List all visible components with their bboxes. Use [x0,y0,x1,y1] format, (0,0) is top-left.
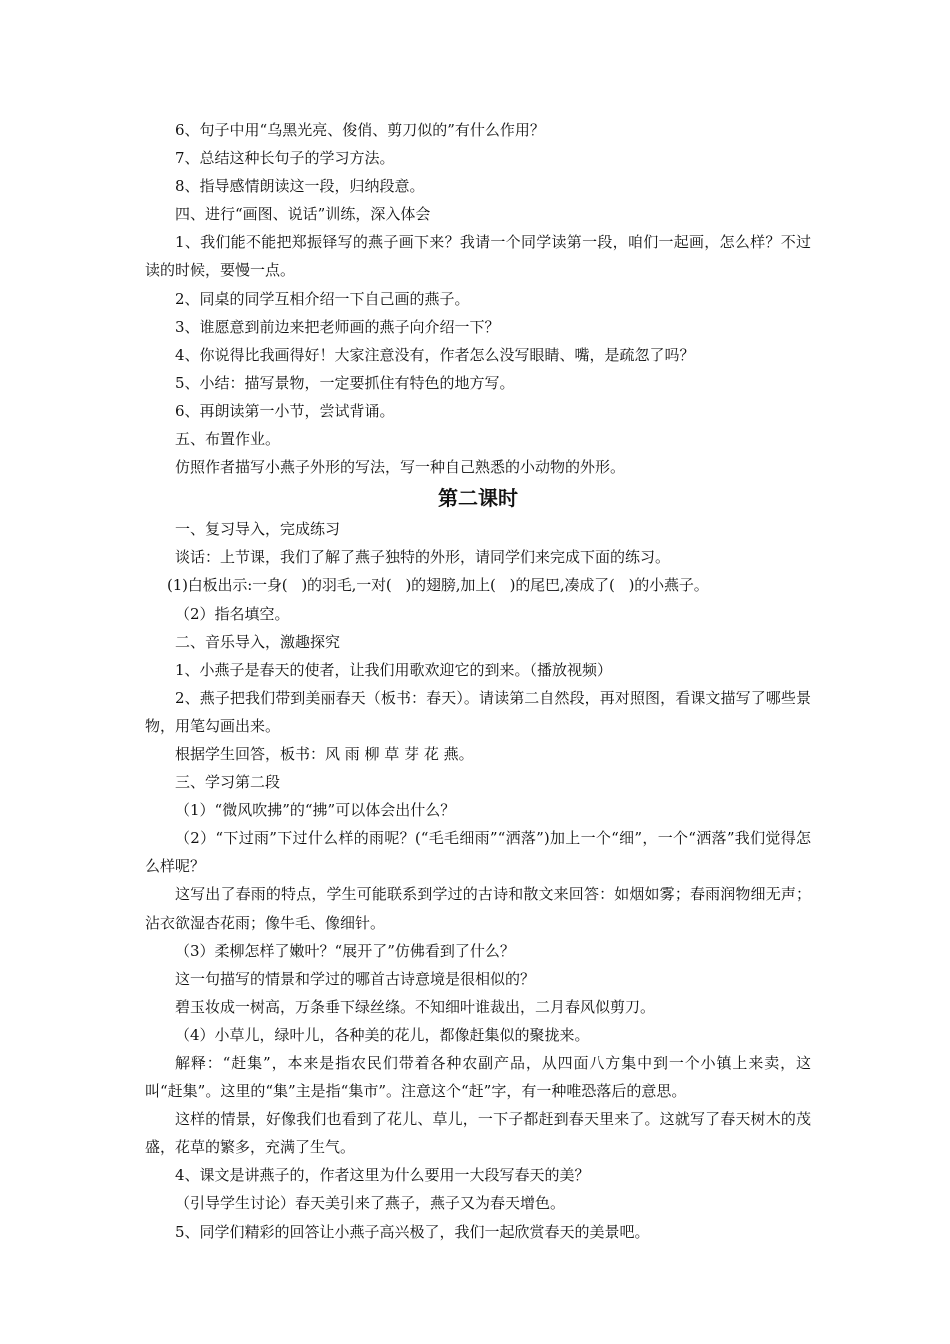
paragraph: 7、总结这种长句子的学习方法。 [175,149,395,168]
paragraph: 8、指导感情朗读这一段，归纳段意。 [175,177,425,196]
paragraph: 1、小燕子是春天的使者，让我们用歌欢迎它的到来。（播放视频） [175,660,613,679]
paragraph: 6、再朗读第一小节，尝试背诵。 [175,401,395,420]
paragraph: 5、同学们精彩的回答让小燕子高兴极了，我们一起欣赏春天的美景吧。 [175,1222,650,1241]
paragraph: 这写出了春雨的特点，学生可能联系到学过的古诗和散文来回答：如烟如雾；春雨润物细无声；沾衣欲湿杏花雨；像牛毛、像细针。 [145,885,811,932]
paragraph: 6、句子中用“乌黑光亮、俊俏、剪刀似的”有什么作用？ [175,121,545,139]
paragraph: 2、同桌的同学互相介绍一下自己画的燕子。 [175,289,470,308]
section-heading: 二、音乐导入，激趣探究 [175,632,341,651]
paragraph: 4、你说得比我画得好！大家注意没有，作者怎么没写眼睛、嘴，是疏忽了吗？ [175,345,695,364]
section-heading: 五、布置作业。 [175,430,281,449]
paragraph: （3）柔柳怎样了嫩叶？“展开了”仿佛看到了什么？ [175,941,515,960]
paragraph: 解释：“赶集”，本来是指农民们带着各种农副产品，从四面八方集中到一个小镇上来卖，这叫“赶集”。这里的“集”主是指“集市”。注意这个“赶”字，有一种唯恐落后的意思。 [145,1054,811,1101]
paragraph: 这一句描写的情景和学过的哪首古诗意境是很相似的？ [175,969,536,988]
paragraph: （4）小草儿，绿叶儿，各种美的花儿，都像赶集似的聚拢来。 [175,1025,590,1044]
paragraph: 2、燕子把我们带到美丽春天（板书：春天）。请读第二自然段，再对照图，看课文描写了哪些景物，用笔勾画出来。 [145,688,811,735]
paragraph: 5、小结：描写景物，一定要抓住有特色的地方写。 [175,373,515,392]
paragraph: 3、谁愿意到前边来把老师画的燕子向介绍一下？ [175,317,500,336]
paragraph: (1)白板出示:一身( )的羽毛,一对( )的翅膀,加上( )的尾巴,凑成了( )的小燕子。 [167,576,709,595]
paragraph: 谈话：上节课，我们了解了燕子独特的外形，请同学们来完成下面的练习。 [175,548,671,567]
section-heading: 一、复习导入，完成练习 [175,520,341,539]
paragraph: 4、课文是讲燕子的，作者这里为什么要用一大段写春天的美？ [175,1166,590,1185]
lesson-title: 第二课时 [438,486,518,511]
document-page [145,116,811,1246]
paragraph: （2）“下过雨”下过什么样的雨呢？(“毛毛细雨”“洒落”)加上一个“细”，一个“洒落”我们觉得怎么样呢？ [145,829,811,876]
poem-line: 碧玉妆成一树高，万条垂下绿丝绦。不知细叶谁裁出，二月春风似剪刀。 [175,997,656,1016]
paragraph: （2）指名填空。 [175,604,290,623]
paragraph: （引导学生讨论）春天美引来了燕子，燕子又为春天增色。 [175,1194,566,1213]
paragraph: 根据学生回答，板书：风 雨 柳 草 芽 花 燕。 [175,744,474,763]
paragraph: （1）“微风吹拂”的“拂”可以体会出什么？ [175,801,456,820]
paragraph: 1、我们能不能把郑振铎写的燕子画下来？我请一个同学读第一段，咱们一起画，怎么样？不过读的时候，要慢一点。 [145,233,811,280]
paragraph: 这样的情景，好像我们也看到了花儿、草儿，一下子都赶到春天里来了。这就写了春天树木的茂盛，花草的繁多，充满了生气。 [145,1110,811,1157]
section-heading: 四、进行“画图、说话”训练，深入体会 [175,205,431,224]
section-heading: 三、学习第二段 [175,773,281,792]
paragraph: 仿照作者描写小燕子外形的写法，写一种自己熟悉的小动物的外形。 [175,458,626,477]
